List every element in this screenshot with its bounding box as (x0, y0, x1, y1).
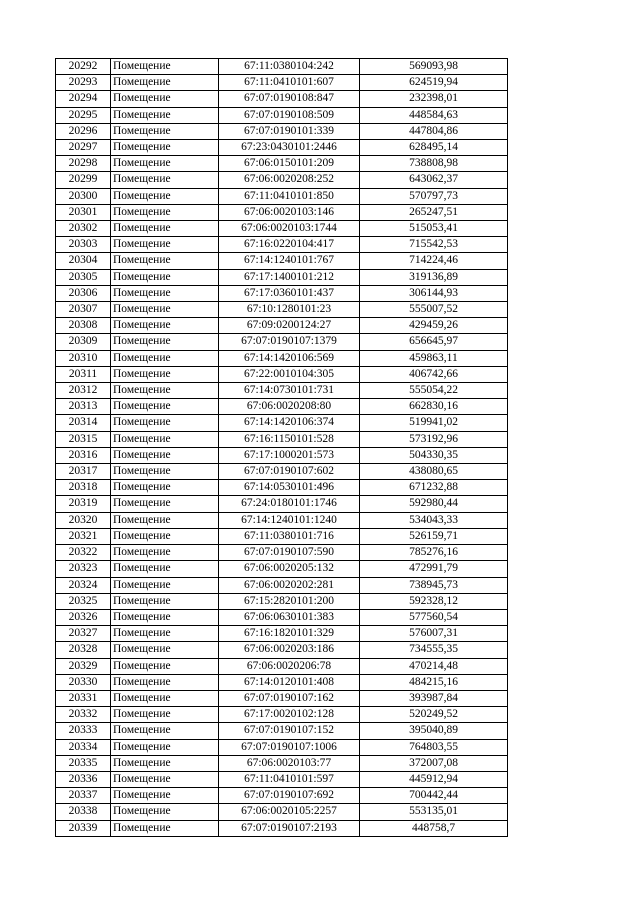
cadastral-number-cell: 67:14:0530101:496 (219, 480, 360, 496)
row-number-cell: 20305 (56, 269, 111, 285)
object-type-cell: Помещение (111, 285, 219, 301)
table-row (56, 253, 508, 269)
property-table (55, 58, 508, 837)
cadastral-value-cell: 526159,71 (360, 528, 508, 544)
object-type-cell: Помещение (111, 804, 219, 820)
row-number-cell: 20327 (56, 626, 111, 642)
object-type-cell: Помещение (111, 140, 219, 156)
table-row (56, 593, 508, 609)
cadastral-number-cell: 67:06:0020103:1744 (219, 221, 360, 237)
table-row (56, 140, 508, 156)
row-number-cell: 20311 (56, 366, 111, 382)
cadastral-number-cell: 67:15:2820101:200 (219, 593, 360, 609)
cadastral-number-cell: 67:23:0430101:2446 (219, 140, 360, 156)
table-row (56, 496, 508, 512)
table-row (56, 771, 508, 787)
row-number-cell: 20318 (56, 480, 111, 496)
table-row (56, 334, 508, 350)
object-type-cell: Помещение (111, 820, 219, 836)
cadastral-value-cell: 592980,44 (360, 496, 508, 512)
table-row (56, 447, 508, 463)
cadastral-value-cell: 555007,52 (360, 302, 508, 318)
object-type-cell: Помещение (111, 107, 219, 123)
cadastral-value-cell: 484215,16 (360, 674, 508, 690)
cadastral-value-cell: 643062,37 (360, 172, 508, 188)
row-number-cell: 20339 (56, 820, 111, 836)
cadastral-value-cell: 628495,14 (360, 140, 508, 156)
cadastral-number-cell: 67:06:0020103:146 (219, 204, 360, 220)
cadastral-number-cell: 67:14:0730101:731 (219, 383, 360, 399)
cadastral-number-cell: 67:14:1420106:374 (219, 415, 360, 431)
cadastral-number-cell: 67:11:0380101:716 (219, 528, 360, 544)
table-body (56, 59, 508, 837)
table-row (56, 285, 508, 301)
cadastral-value-cell: 714224,46 (360, 253, 508, 269)
table-row (56, 528, 508, 544)
cadastral-value-cell: 515053,41 (360, 221, 508, 237)
cadastral-number-cell: 67:11:0410101:607 (219, 75, 360, 91)
row-number-cell: 20338 (56, 804, 111, 820)
object-type-cell: Помещение (111, 512, 219, 528)
row-number-cell: 20307 (56, 302, 111, 318)
table-row (56, 172, 508, 188)
object-type-cell: Помещение (111, 609, 219, 625)
row-number-cell: 20300 (56, 188, 111, 204)
row-number-cell: 20304 (56, 253, 111, 269)
table-row (56, 59, 508, 75)
object-type-cell: Помещение (111, 496, 219, 512)
object-type-cell: Помещение (111, 464, 219, 480)
table-row (56, 123, 508, 139)
object-type-cell: Помещение (111, 658, 219, 674)
cadastral-number-cell: 67:11:0380104:242 (219, 59, 360, 75)
cadastral-number-cell: 67:06:0630101:383 (219, 609, 360, 625)
table-row (56, 755, 508, 771)
row-number-cell: 20322 (56, 545, 111, 561)
table-row (56, 545, 508, 561)
object-type-cell: Помещение (111, 739, 219, 755)
object-type-cell: Помещение (111, 788, 219, 804)
cadastral-number-cell: 67:14:1420106:569 (219, 350, 360, 366)
row-number-cell: 20325 (56, 593, 111, 609)
table-row (56, 302, 508, 318)
object-type-cell: Помещение (111, 172, 219, 188)
row-number-cell: 20337 (56, 788, 111, 804)
object-type-cell: Помещение (111, 302, 219, 318)
cadastral-value-cell: 406742,66 (360, 366, 508, 382)
table-row (56, 480, 508, 496)
table-row (56, 350, 508, 366)
row-number-cell: 20329 (56, 658, 111, 674)
cadastral-value-cell: 764803,55 (360, 739, 508, 755)
table-row (56, 561, 508, 577)
cadastral-number-cell: 67:16:0220104:417 (219, 237, 360, 253)
object-type-cell: Помещение (111, 431, 219, 447)
cadastral-value-cell: 395040,89 (360, 723, 508, 739)
row-number-cell: 20292 (56, 59, 111, 75)
row-number-cell: 20299 (56, 172, 111, 188)
table-row (56, 690, 508, 706)
cadastral-value-cell: 662830,16 (360, 399, 508, 415)
table-row (56, 318, 508, 334)
row-number-cell: 20336 (56, 771, 111, 787)
cadastral-value-cell: 448584,63 (360, 107, 508, 123)
cadastral-value-cell: 319136,89 (360, 269, 508, 285)
cadastral-value-cell: 577560,54 (360, 609, 508, 625)
row-number-cell: 20293 (56, 75, 111, 91)
row-number-cell: 20319 (56, 496, 111, 512)
object-type-cell: Помещение (111, 237, 219, 253)
cadastral-number-cell: 67:17:0360101:437 (219, 285, 360, 301)
cadastral-value-cell: 472991,79 (360, 561, 508, 577)
cadastral-number-cell: 67:10:1280101:23 (219, 302, 360, 318)
cadastral-value-cell: 624519,94 (360, 75, 508, 91)
cadastral-number-cell: 67:06:0020203:186 (219, 642, 360, 658)
table-row (56, 188, 508, 204)
table-row (56, 674, 508, 690)
cadastral-number-cell: 67:11:0410101:850 (219, 188, 360, 204)
table-row (56, 204, 508, 220)
row-number-cell: 20331 (56, 690, 111, 706)
row-number-cell: 20328 (56, 642, 111, 658)
cadastral-value-cell: 592328,12 (360, 593, 508, 609)
cadastral-number-cell: 67:07:0190101:339 (219, 123, 360, 139)
object-type-cell: Помещение (111, 723, 219, 739)
cadastral-number-cell: 67:06:0020202:281 (219, 577, 360, 593)
row-number-cell: 20323 (56, 561, 111, 577)
cadastral-number-cell: 67:07:0190107:692 (219, 788, 360, 804)
cadastral-value-cell: 520249,52 (360, 707, 508, 723)
object-type-cell: Помещение (111, 690, 219, 706)
object-type-cell: Помещение (111, 480, 219, 496)
cadastral-number-cell: 67:07:0190107:590 (219, 545, 360, 561)
table-row (56, 464, 508, 480)
cadastral-number-cell: 67:06:0020206:78 (219, 658, 360, 674)
table-row (56, 577, 508, 593)
table-row (56, 237, 508, 253)
cadastral-value-cell: 738808,98 (360, 156, 508, 172)
object-type-cell: Помещение (111, 674, 219, 690)
table-row (56, 366, 508, 382)
row-number-cell: 20334 (56, 739, 111, 755)
row-number-cell: 20295 (56, 107, 111, 123)
cadastral-number-cell: 67:17:1400101:212 (219, 269, 360, 285)
row-number-cell: 20296 (56, 123, 111, 139)
cadastral-value-cell: 570797,73 (360, 188, 508, 204)
cadastral-value-cell: 306144,93 (360, 285, 508, 301)
row-number-cell: 20297 (56, 140, 111, 156)
table-row (56, 739, 508, 755)
table-row (56, 399, 508, 415)
cadastral-number-cell: 67:24:0180101:1746 (219, 496, 360, 512)
object-type-cell: Помещение (111, 561, 219, 577)
cadastral-value-cell: 429459,26 (360, 318, 508, 334)
cadastral-value-cell: 738945,73 (360, 577, 508, 593)
object-type-cell: Помещение (111, 545, 219, 561)
cadastral-value-cell: 445912,94 (360, 771, 508, 787)
cadastral-value-cell: 372007,08 (360, 755, 508, 771)
object-type-cell: Помещение (111, 221, 219, 237)
cadastral-number-cell: 67:14:1240101:1240 (219, 512, 360, 528)
row-number-cell: 20333 (56, 723, 111, 739)
table-row (56, 707, 508, 723)
cadastral-value-cell: 573192,96 (360, 431, 508, 447)
object-type-cell: Помещение (111, 447, 219, 463)
row-number-cell: 20301 (56, 204, 111, 220)
table-row (56, 609, 508, 625)
row-number-cell: 20303 (56, 237, 111, 253)
object-type-cell: Помещение (111, 383, 219, 399)
table-row (56, 269, 508, 285)
table-row (56, 626, 508, 642)
table-row (56, 383, 508, 399)
cadastral-value-cell: 519941,02 (360, 415, 508, 431)
cadastral-number-cell: 67:07:0190107:1379 (219, 334, 360, 350)
row-number-cell: 20294 (56, 91, 111, 107)
object-type-cell: Помещение (111, 399, 219, 415)
cadastral-number-cell: 67:16:1820101:329 (219, 626, 360, 642)
table-row (56, 804, 508, 820)
cadastral-number-cell: 67:07:0190107:602 (219, 464, 360, 480)
cadastral-value-cell: 459863,11 (360, 350, 508, 366)
object-type-cell: Помещение (111, 269, 219, 285)
table-row (56, 642, 508, 658)
row-number-cell: 20310 (56, 350, 111, 366)
object-type-cell: Помещение (111, 642, 219, 658)
cadastral-number-cell: 67:07:0190107:162 (219, 690, 360, 706)
cadastral-number-cell: 67:14:1240101:767 (219, 253, 360, 269)
object-type-cell: Помещение (111, 59, 219, 75)
cadastral-value-cell: 700442,44 (360, 788, 508, 804)
row-number-cell: 20335 (56, 755, 111, 771)
cadastral-number-cell: 67:06:0020205:132 (219, 561, 360, 577)
object-type-cell: Помещение (111, 123, 219, 139)
cadastral-value-cell: 671232,88 (360, 480, 508, 496)
row-number-cell: 20324 (56, 577, 111, 593)
cadastral-number-cell: 67:07:0190108:509 (219, 107, 360, 123)
object-type-cell: Помещение (111, 91, 219, 107)
cadastral-number-cell: 67:06:0020103:77 (219, 755, 360, 771)
row-number-cell: 20314 (56, 415, 111, 431)
cadastral-value-cell: 555054,22 (360, 383, 508, 399)
table-row (56, 107, 508, 123)
cadastral-value-cell: 438080,65 (360, 464, 508, 480)
object-type-cell: Помещение (111, 156, 219, 172)
row-number-cell: 20308 (56, 318, 111, 334)
table-row (56, 156, 508, 172)
cadastral-value-cell: 785276,16 (360, 545, 508, 561)
table-row (56, 658, 508, 674)
object-type-cell: Помещение (111, 204, 219, 220)
object-type-cell: Помещение (111, 188, 219, 204)
cadastral-value-cell: 265247,51 (360, 204, 508, 220)
row-number-cell: 20320 (56, 512, 111, 528)
object-type-cell: Помещение (111, 626, 219, 642)
table-row (56, 512, 508, 528)
table-row (56, 723, 508, 739)
cadastral-value-cell: 232398,01 (360, 91, 508, 107)
object-type-cell: Помещение (111, 253, 219, 269)
row-number-cell: 20321 (56, 528, 111, 544)
object-type-cell: Помещение (111, 415, 219, 431)
cadastral-number-cell: 67:07:0190107:1006 (219, 739, 360, 755)
object-type-cell: Помещение (111, 334, 219, 350)
row-number-cell: 20316 (56, 447, 111, 463)
object-type-cell: Помещение (111, 577, 219, 593)
cadastral-number-cell: 67:07:0190107:2193 (219, 820, 360, 836)
row-number-cell: 20332 (56, 707, 111, 723)
object-type-cell: Помещение (111, 75, 219, 91)
row-number-cell: 20306 (56, 285, 111, 301)
table-row (56, 431, 508, 447)
row-number-cell: 20309 (56, 334, 111, 350)
object-type-cell: Помещение (111, 771, 219, 787)
row-number-cell: 20312 (56, 383, 111, 399)
row-number-cell: 20326 (56, 609, 111, 625)
cadastral-value-cell: 734555,35 (360, 642, 508, 658)
cadastral-value-cell: 553135,01 (360, 804, 508, 820)
table-row (56, 820, 508, 836)
cadastral-number-cell: 67:16:1150101:528 (219, 431, 360, 447)
cadastral-number-cell: 67:06:0150101:209 (219, 156, 360, 172)
table-row (56, 221, 508, 237)
cadastral-number-cell: 67:06:0020208:252 (219, 172, 360, 188)
cadastral-number-cell: 67:17:1000201:573 (219, 447, 360, 463)
cadastral-value-cell: 534043,33 (360, 512, 508, 528)
row-number-cell: 20298 (56, 156, 111, 172)
object-type-cell: Помещение (111, 350, 219, 366)
cadastral-number-cell: 67:07:0190107:152 (219, 723, 360, 739)
row-number-cell: 20330 (56, 674, 111, 690)
cadastral-number-cell: 67:14:0120101:408 (219, 674, 360, 690)
cadastral-value-cell: 470214,48 (360, 658, 508, 674)
cadastral-value-cell: 569093,98 (360, 59, 508, 75)
cadastral-value-cell: 715542,53 (360, 237, 508, 253)
object-type-cell: Помещение (111, 707, 219, 723)
table-row (56, 75, 508, 91)
cadastral-value-cell: 393987,84 (360, 690, 508, 706)
cadastral-value-cell: 504330,35 (360, 447, 508, 463)
table-row (56, 91, 508, 107)
cadastral-number-cell: 67:22:0010104:305 (219, 366, 360, 382)
cadastral-value-cell: 576007,31 (360, 626, 508, 642)
cadastral-number-cell: 67:07:0190108:847 (219, 91, 360, 107)
table-row (56, 788, 508, 804)
row-number-cell: 20313 (56, 399, 111, 415)
row-number-cell: 20302 (56, 221, 111, 237)
cadastral-value-cell: 656645,97 (360, 334, 508, 350)
object-type-cell: Помещение (111, 366, 219, 382)
object-type-cell: Помещение (111, 593, 219, 609)
cadastral-number-cell: 67:06:0020105:2257 (219, 804, 360, 820)
cadastral-value-cell: 447804,86 (360, 123, 508, 139)
table-row (56, 415, 508, 431)
cadastral-number-cell: 67:17:0020102:128 (219, 707, 360, 723)
object-type-cell: Помещение (111, 755, 219, 771)
cadastral-number-cell: 67:11:0410101:597 (219, 771, 360, 787)
object-type-cell: Помещение (111, 318, 219, 334)
row-number-cell: 20317 (56, 464, 111, 480)
cadastral-value-cell: 448758,7 (360, 820, 508, 836)
object-type-cell: Помещение (111, 528, 219, 544)
cadastral-number-cell: 67:09:0200124:27 (219, 318, 360, 334)
row-number-cell: 20315 (56, 431, 111, 447)
cadastral-number-cell: 67:06:0020208:80 (219, 399, 360, 415)
